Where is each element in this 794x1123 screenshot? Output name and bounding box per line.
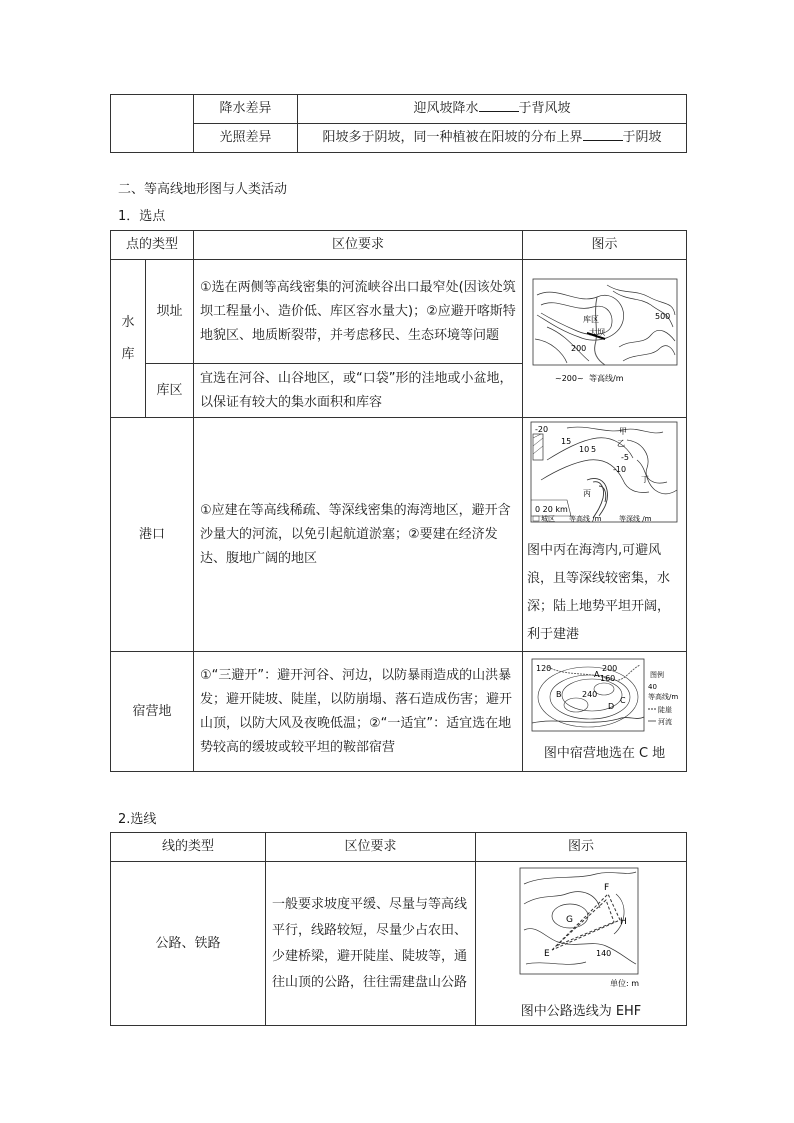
light-blank [583,140,623,141]
road-v140: 140 [596,949,612,958]
camp-legend-contour: 等高线/m [647,693,678,701]
camp-legend-40: 40 [647,683,657,691]
port-ding: 丁 [641,475,650,484]
port-legend-contour: 等高线 /m [569,515,602,523]
road-unit: 单位: m [610,979,640,988]
camp-ptC: C [619,696,626,705]
precip-before: 迎风坡降水 [413,101,479,116]
reservoir-label [111,260,146,418]
camp-ptB: B [555,690,562,699]
port-jia: 甲 [619,427,628,436]
camp-v160: 160 [599,674,615,683]
t1-header-fig: 图示 [523,231,687,260]
road-ptG: G [566,915,573,925]
port-text: ①应建在等高线稀疏、等深线密集的海湾地区，避开含沙量大的河流，以免引起航道淤塞；②要建在经济发达、腹地广阔的地区 [194,418,523,652]
section-title: 二、等高线地形图与人类活动 [118,182,288,197]
port-scale: 0 20 km [535,505,568,514]
t2-header-type: 线的类型 [111,833,266,862]
camp-contour-map [528,657,682,733]
camp-v240: 240 [581,690,597,699]
light-before: 阳坡多于阴坡，同一种植被在阳坡的分布上界 [322,130,583,145]
port-dm5: -5 [621,453,629,462]
port-caption: 图中丙在海湾内,可避风浪，且等深线较密集，水深；陆上地势平坦开阔，利于建港 [527,543,671,642]
t2-header-fig: 图示 [476,833,687,862]
dam-contour-map [527,275,683,393]
camp-ptD: D [607,702,614,711]
camp-legend-title: 图例 [649,671,664,679]
camp-label: 宿营地 [111,652,194,772]
port-figure-cell [523,418,687,652]
sub2-title: 2.选线 [118,812,157,827]
top-table-empty-cell [111,95,194,153]
camp-legend-cliff: 陡崖 [657,706,672,714]
port-d5: 5 [591,445,597,454]
precip-text [298,95,687,124]
road-label: 公路、铁路 [111,862,266,1026]
port-d10: 10 [579,445,590,454]
dam-label: 坝址 [146,260,194,364]
reservoir-area-text: 宜选在河谷、山谷地区，或“口袋”形的洼地或小盆地，以保证有较大的集水面积和库容 [194,364,523,418]
port-bing: 丙 [583,489,592,498]
light-text [298,124,687,153]
precip-label: 降水差异 [194,95,298,124]
dam-legend-text: 等高线/m [588,374,624,383]
dam-reservoir-text: 库区 [582,315,599,324]
port-contour-map [527,420,681,528]
port-legend-city: 城区 [541,515,556,523]
port-d20: -20 [535,425,549,434]
camp-ptA: A [593,670,599,679]
dam-figure-cell [523,260,687,418]
precip-blank [479,111,519,112]
camp-v120: 120 [535,664,551,673]
light-label: 光照差异 [194,124,298,153]
top-table [110,94,687,153]
road-contour-map [496,864,666,992]
dam-dam-text: 大坝 [588,328,605,337]
reservoir-label-text: 水库 [121,314,135,362]
dam-text: ①选在两侧等高线密集的河流峡谷出口最窄处(因该处筑坝工程量小、造价低、库区容水量大)；②应避开喀斯特地貌区、地质断裂带，并考虑移民、生态环境等问题 [194,260,523,364]
t1-header-req: 区位要求 [194,231,523,260]
road-figure-cell [476,862,687,1026]
port-legend-depth: 等深线 /m [619,515,652,523]
site-selection-table [110,230,687,772]
road-ptE: E [544,949,550,959]
port-yi: 乙 [617,439,626,448]
dam-legend-value: ~200~ [554,374,584,383]
t1-header-type: 点的类型 [111,231,194,260]
camp-legend-river: 河流 [657,718,672,726]
camp-text: ①“三避开”：避开河谷、河边，以防暴雨造成的山洪暴发；避开陡坡、陡崖，以防崩塌、落石造成伤害；避开山顶，以防大风及夜晚低温；②“一适宜”：适宜选在地势较高的缓坡或较平坦的鞍部宿营 [194,652,523,772]
dam-label-200: 200 [570,344,586,353]
sub1-title: 1．选点 [118,209,166,224]
precip-after: 于背风坡 [518,101,571,116]
road-caption: 图中公路选线为 EHF [520,1004,642,1019]
camp-v200: 200 [601,664,617,673]
route-selection-table [110,832,687,1026]
light-after: 于阴坡 [622,130,662,145]
port-dm10: -10 [613,465,627,474]
road-ptH: H [620,917,627,927]
port-d15: 15 [561,437,572,446]
port-label: 港口 [111,418,194,652]
camp-caption: 图中宿营地选在 C 地 [543,746,666,761]
t2-header-req: 区位要求 [266,833,476,862]
dam-label-500: 500 [654,312,670,321]
road-ptF: F [604,883,610,893]
camp-figure-cell [523,652,687,772]
road-text: 一般要求坡度平缓、尽量与等高线平行，线路较短，尽量少占农田、少建桥梁，避开陡崖、陡坡等，通往山顶的公路，往往需建盘山公路 [266,862,476,1026]
reservoir-area-label: 库区 [146,364,194,418]
